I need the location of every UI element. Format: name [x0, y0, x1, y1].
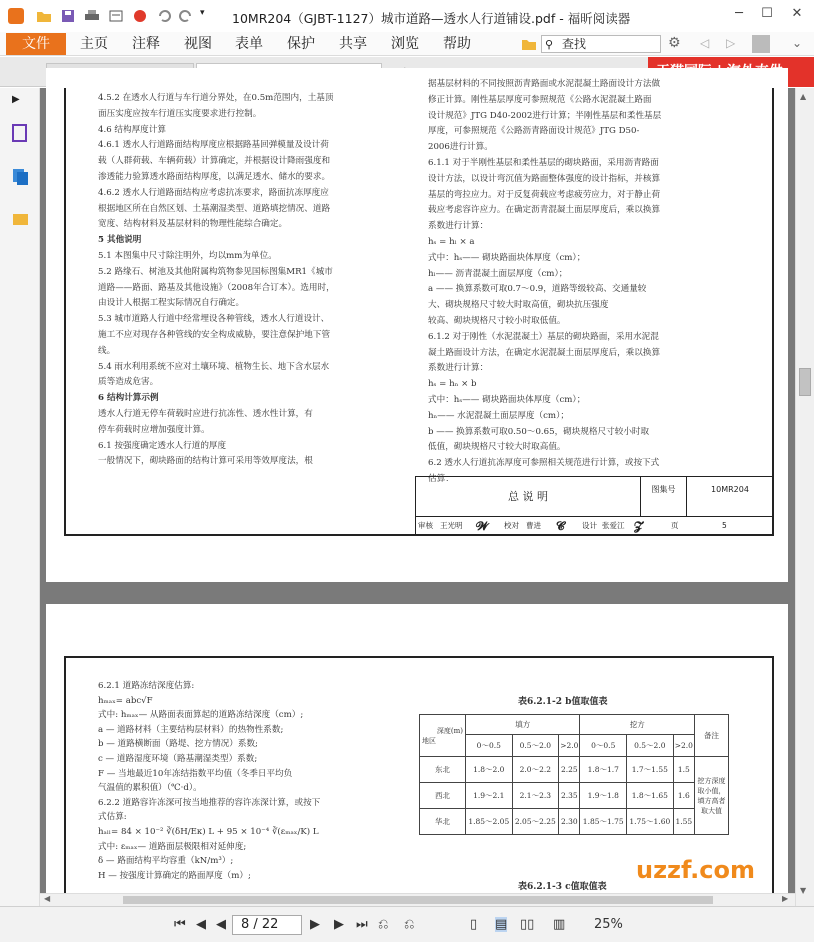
table-c-title: 表6.2.1-3 c值取值表: [518, 882, 607, 892]
properties-icon[interactable]: [108, 8, 124, 24]
menu-bar: [0, 32, 814, 56]
expand-ribbon-icon[interactable]: ⌄: [792, 36, 803, 50]
text-line: 6.1.1 对于半刚性基层和柔性基层的砌块路面，采用沥青路面: [428, 158, 659, 168]
text-line: 4.6 结构厚度计算: [98, 124, 166, 135]
text-line: 5 其他说明: [98, 235, 142, 246]
table-region: 东北: [420, 757, 466, 783]
open-icon[interactable]: [36, 8, 52, 24]
back-icon[interactable]: ◁: [700, 36, 710, 50]
text-line: 一般情况下，砌块路面的结构计算可采用等效厚度法，根: [98, 456, 313, 467]
menu-help[interactable]: 帮助: [443, 36, 471, 52]
text-line: hₙ—— 水泥混凝土面层厚度（cm）；: [428, 410, 569, 421]
text-line: 由设计人根据工程实际情况自行确定。: [98, 298, 245, 309]
reviewer: 王光明: [440, 521, 463, 530]
table-cell: 1.5: [673, 757, 694, 783]
atlas-code: 10MR204: [687, 477, 773, 517]
first-page-icon[interactable]: ⏮: [174, 917, 186, 932]
text-line: 6.1.2 对于刚性（水泥混凝土）基层的砌块路面，采用水泥混: [428, 331, 659, 342]
facing-page-icon[interactable]: ▯▯: [520, 917, 535, 932]
page-number: 5: [722, 521, 727, 530]
menu-comment[interactable]: 注释: [132, 36, 160, 52]
text-line: 6 结构计算示例: [98, 393, 159, 404]
menu-share[interactable]: 共享: [339, 36, 367, 52]
cut-header: 挖方: [580, 715, 695, 735]
designer: 张爱江: [602, 521, 625, 530]
close-icon[interactable]: ✕: [791, 6, 803, 21]
scroll-up-icon[interactable]: ▲: [800, 92, 807, 101]
table-col-header: 0.5～2.0: [512, 735, 559, 757]
text-line: 载应考虑容许应力。在确定沥青混凝土面层厚度后，乘以换算: [428, 205, 661, 216]
table-cell: 1.85～1.75: [580, 809, 627, 835]
text-line: 2006进行计算。: [428, 142, 493, 153]
table-cell: 1.8～2.0: [466, 757, 513, 783]
table-col-header: 0～0.5: [466, 735, 513, 757]
scroll-down-icon[interactable]: ▼: [800, 886, 807, 895]
text-line: 线。: [98, 345, 116, 356]
page-label: 页: [671, 521, 679, 530]
zoom-level[interactable]: 25%: [594, 917, 623, 932]
text-line: c — 道路湿度环境（路基潮湿类型）系数;: [98, 754, 258, 764]
text-line: 5.4 雨水利用系统不应对土壤环境、植物生长、地下含水层水: [98, 361, 330, 372]
table-cell: 2.30: [559, 809, 580, 835]
file-menu-button[interactable]: 文件: [6, 33, 66, 55]
table-corner: 深度(m) 地区: [420, 715, 466, 757]
text-line: F — 当地最近10年冻结指数平均值（冬季日平均负: [98, 768, 293, 779]
text-line: hₘₐₓ= abc√F: [98, 695, 153, 706]
new-icon[interactable]: [132, 8, 148, 24]
table-col-header: 0～0.5: [580, 735, 627, 757]
text-line: H — 按强度计算确定的路面厚度（m）;: [98, 870, 251, 881]
text-line: 系数进行计算：: [428, 221, 489, 232]
text-line: 4.6.1 透水人行道路面结构厚度应根据路基回弹模量及设计荷: [98, 140, 329, 151]
text-line: 4.6.2 透水人行道路面结构应考虑抗冻要求，路面抗冻厚度应: [98, 187, 329, 198]
window-title: 10MR204（GJBT-1127）城市道路—透水人行道铺设.pdf - 福昕阅读器: [232, 11, 631, 26]
next-page-icon[interactable]: ▶: [310, 917, 320, 932]
pages-icon[interactable]: [12, 168, 30, 189]
text-line: 6.2 透水人行道抗冻厚度可参照相关规范进行计算，或按下式: [428, 458, 660, 469]
designer-signature: 𝓩: [634, 519, 643, 533]
customize-icon[interactable]: ▾: [200, 8, 205, 18]
text-line: 质等造成危害。: [98, 377, 159, 388]
text-line: a —— 换算系数可取0.7～0.9，道路等级较高、交通量较: [428, 284, 647, 295]
vertical-scroll-thumb[interactable]: [799, 368, 811, 396]
table-cell: 2.0～2.2: [512, 757, 559, 783]
reviewer-signature: 𝓦: [476, 519, 489, 533]
text-line: 较高、砌块规格尺寸较小时取低值。: [428, 316, 566, 326]
text-line: b —— 换算系数可取0.50～0.65，砌块规格尺寸较小时取: [428, 426, 650, 437]
table-cell: 1.7～1.55: [627, 757, 674, 783]
text-line: 修正计算。刚性基层厚度可参照规范《公路水泥混凝土路面: [428, 94, 652, 105]
text-line: 宽度、结构材料及基层材料的物理性能综合确定。: [98, 219, 288, 230]
continuous-page-icon[interactable]: ▤: [495, 917, 508, 932]
table-cell: 1.6: [673, 783, 694, 809]
text-line: 渗透能力验算透水路面结构厚度，以满足透水、储水的要求。: [98, 172, 331, 182]
horizontal-scroll-thumb[interactable]: [123, 896, 713, 904]
forward-icon[interactable]: ▷: [726, 36, 736, 50]
app-logo-icon: [8, 8, 24, 24]
text-line: 5.3 城市道路人行道中经常埋设各种管线，透水人行道设计、: [98, 314, 330, 325]
text-line: 据基层材料的不同按照沥青路面或水泥混凝土路面设计方法做: [428, 79, 661, 89]
text-line: 大、砌块规格尺寸较大时取高值，砌块抗压强度: [428, 300, 609, 311]
text-line: 6.2.2 道路容许冻深可按当地推荐的容许冻深计算，或按下: [98, 797, 321, 808]
text-line: hₛ = hₙ × b: [428, 379, 477, 390]
text-line: 凝土路面设计方法，在确定水泥混凝土面层厚度后，乘以换算: [428, 347, 661, 358]
document-view[interactable]: [40, 79, 795, 906]
text-line: 系数进行计算：: [428, 363, 489, 374]
comments-icon[interactable]: [12, 212, 30, 233]
table-region: 华北: [420, 809, 466, 835]
minimize-icon[interactable]: ─: [735, 6, 743, 21]
text-line: δ — 路面结构平均容重（kN/m³）;: [98, 856, 234, 867]
table-cell: 2.1～2.3: [512, 783, 559, 809]
proofer-signature: 𝓒: [556, 519, 565, 533]
proof-label: 校对: [504, 521, 519, 530]
menu-protect[interactable]: 保护: [287, 36, 315, 52]
text-line: 气温值的累积值）（℃·d）。: [98, 783, 202, 794]
single-page-icon[interactable]: ▯: [470, 917, 478, 932]
collapse-panel-icon[interactable]: ▶: [12, 94, 20, 105]
redo-icon[interactable]: [178, 8, 194, 24]
bookmark-icon[interactable]: [12, 124, 28, 145]
text-line: 厚度，可参照规范《公路沥青路面设计规范》JTG D50-: [428, 126, 640, 137]
text-line: 载（人群荷载、车辆荷载）计算确定，并根据设计降雨强度和: [98, 156, 331, 167]
table-region: 西北: [420, 783, 466, 809]
table-col-header: >2.0: [559, 735, 580, 757]
table-cell: 1.75～1.60: [627, 809, 674, 835]
text-line: 4.5.2 在透水人行道与车行道分界处，在0.5m范围内，土基顶: [98, 93, 334, 103]
next-page-arrow-icon[interactable]: ▶: [334, 917, 344, 932]
fill-header: 填方: [466, 715, 580, 735]
table-col-header: >2.0: [673, 735, 694, 757]
text-line: 透水人行道无停车荷载时应进行抗冻性、透水性计算，有: [98, 409, 313, 419]
text-line: 停车荷载时应增加强度计算。: [98, 424, 210, 435]
menu-browse[interactable]: 浏览: [391, 36, 419, 52]
table-cell: 2.25: [559, 757, 580, 783]
title-block: [415, 476, 774, 536]
find-folder-icon[interactable]: [521, 36, 537, 52]
remark-header: 备注: [695, 715, 729, 757]
text-line: hₐₗₗ= 84 × 10⁻² ∛(δH/Eκ) L + 95 × 10⁻⁴ ∛(εₘₐₓ/K) L: [98, 827, 319, 837]
text-line: 式中: εₘₐₓ— 道路面层极限相对延伸度;: [98, 841, 247, 852]
title-bar: [0, 0, 814, 32]
table-b-title: 表6.2.1-2 b值取值表: [518, 697, 608, 707]
proofer: 曹进: [526, 521, 541, 530]
review-label: 审核: [418, 521, 433, 530]
text-line: 基层的弯拉应力。对于反复荷载应考虑疲劳应力，对于静止荷: [428, 189, 661, 200]
text-line: 6.1 按强度确定透水人行道的厚度: [98, 440, 227, 451]
left-panel: [0, 88, 40, 906]
save-icon[interactable]: [60, 8, 76, 24]
table-remark: 挖方深度取小值，填方高者取大值: [695, 757, 729, 835]
text-line: 道路——路面、路基及其他设施》（2008年合订本）。选用时，: [98, 282, 335, 293]
last-page-icon[interactable]: ⏭: [356, 917, 368, 932]
text-line: hₛ = hₗ × a: [428, 237, 475, 247]
text-line: 施工不应对现存各种管线的安全构成威胁，要注意保护地下管: [98, 330, 331, 340]
menu-form[interactable]: 表单: [235, 36, 263, 52]
text-line: 设计规范》JTG D40-2002进行计算；半刚性基层和柔性基层: [428, 110, 662, 121]
search-icon: ⚲: [545, 38, 554, 51]
horizontal-scrollbar[interactable]: [40, 893, 795, 906]
status-bar: [0, 906, 814, 942]
page-number-input[interactable]: 8 / 22: [232, 915, 302, 935]
table-cell: 1.55: [673, 809, 694, 835]
table-col-header: 0.5～2.0: [627, 735, 674, 757]
scroll-left-icon[interactable]: ◀: [44, 894, 51, 903]
text-line: 式中：hₛ—— 砌块路面块体厚度（cm）；: [428, 252, 586, 263]
scroll-right-icon[interactable]: ▶: [782, 894, 789, 903]
watermark-logo: uzzf.com: [636, 856, 755, 884]
text-line: 6.2.1 道路冻结深度估算:: [98, 681, 195, 691]
search-input[interactable]: 查找: [541, 35, 661, 53]
page-5: [46, 68, 788, 582]
text-line: 5.2 路缘石、树池及其他附属构筑物参见国标图集MR1《城市: [98, 266, 333, 277]
prev-page-icon[interactable]: ◀: [196, 917, 206, 932]
table-cell: 1.8～1.7: [580, 757, 627, 783]
table-b-values: [419, 714, 729, 835]
print-icon[interactable]: [84, 8, 100, 24]
text-line: 式估算:: [98, 812, 127, 823]
text-line: 5.1 本图集中尺寸除注明外，均以mm为单位。: [98, 251, 277, 261]
undo-icon[interactable]: [156, 8, 172, 24]
text-line: 低值，砌块规格尺寸较大时取高值。: [428, 442, 566, 453]
maximize-icon[interactable]: ☐: [761, 6, 773, 21]
text-line: 设计方法，以设计弯沉值为路面整体强度的设计指标，并核算: [428, 173, 661, 184]
table-cell: 1.8～1.65: [627, 783, 674, 809]
text-line: 式中：hₛ—— 砌块路面块体厚度（cm）；: [428, 395, 586, 405]
title-block-title: 总 说 明: [416, 477, 641, 517]
table-cell: 1.85～2.05: [466, 809, 513, 835]
prev-page-arrow-icon[interactable]: ◀: [216, 917, 226, 932]
text-line: 面压实度应按车行道压实度要求进行控制。: [98, 108, 262, 119]
settings-icon[interactable]: ⚙: [668, 35, 681, 51]
table-cell: 2.05～2.25: [512, 809, 559, 835]
text-line: a — 道路材料（主要结构层材料）的热物性系数;: [98, 724, 284, 735]
continuous-facing-icon[interactable]: ▥: [553, 917, 566, 932]
menu-home[interactable]: 主页: [80, 36, 108, 52]
avatar[interactable]: [752, 35, 770, 53]
table-cell: 1.9～2.1: [466, 783, 513, 809]
vertical-scrollbar[interactable]: [795, 88, 814, 906]
text-line: 式中: hₘₐₓ— 从路面表面算起的道路冻结深度（cm）;: [98, 710, 304, 721]
table-cell: 2.35: [559, 783, 580, 809]
atlas-code-label: 图集号: [641, 477, 687, 517]
text-line: b — 道路横断面（路堤、挖方情况）系数;: [98, 739, 258, 750]
text-line: 根据地区所在自然区划、土基潮湿类型、道路填挖情况、道路: [98, 203, 331, 214]
design-label: 设计: [582, 521, 597, 530]
previous-view-icon[interactable]: ⎌: [378, 917, 389, 932]
next-view-icon[interactable]: ⎌: [404, 917, 415, 932]
text-line: 估算：: [428, 474, 454, 484]
table-cell: 1.9～1.8: [580, 783, 627, 809]
menu-view[interactable]: 视图: [184, 36, 212, 52]
text-line: hₗ—— 沥青混凝土面层厚度（cm）；: [428, 268, 568, 279]
